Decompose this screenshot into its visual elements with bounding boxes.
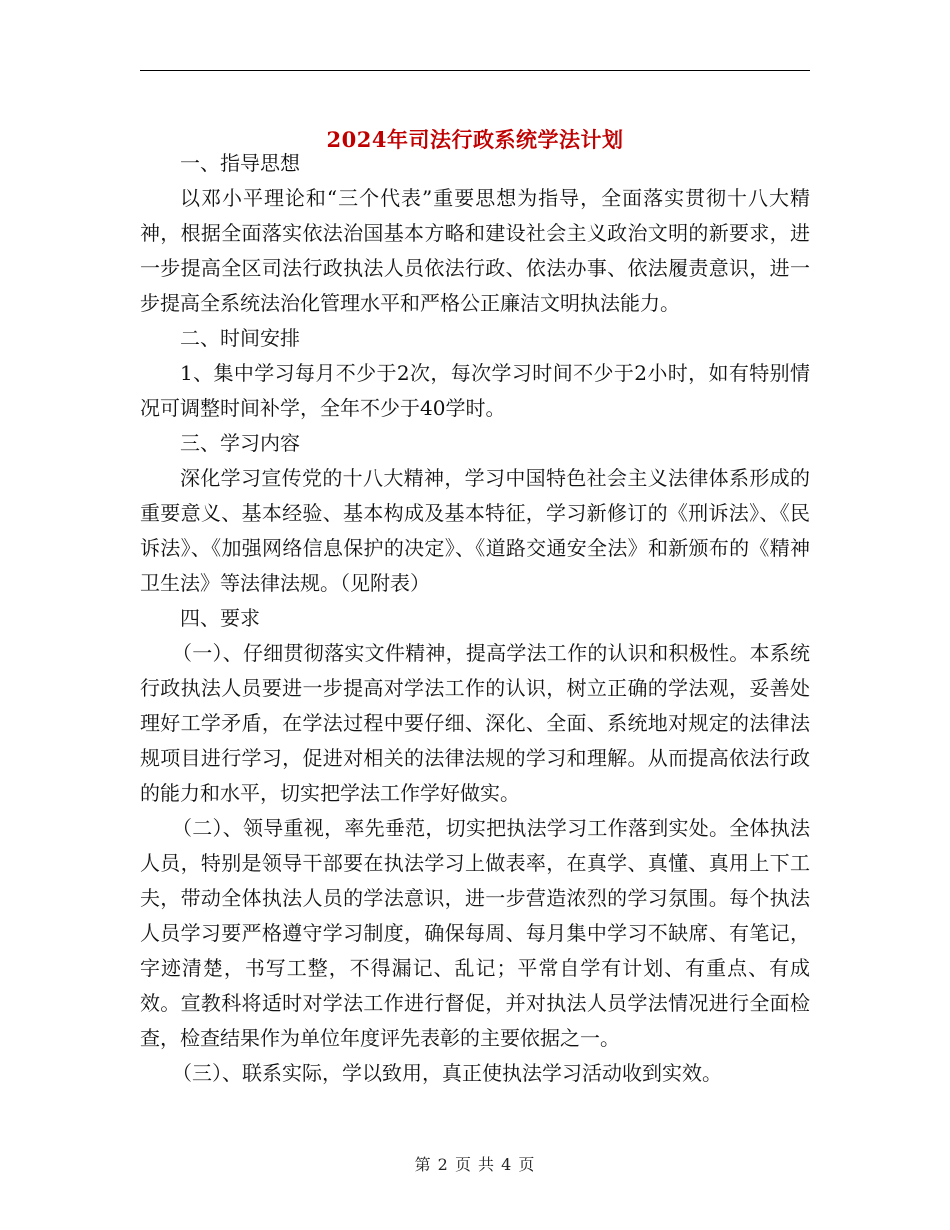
section-heading-study-content: 三、学习内容 — [180, 431, 300, 455]
paragraph-guiding-ideology: 以邓小平理论和“三个代表”重要思想为指导，全面落实贯彻十八大精神，根据全面落实依法治国基本方略和建设社会主义政治文明的新要求，进一步提高全区司法行政执法人员依法行政、依法办事、依法履责意识，进一步提高全系统法治化管理水平和严格公正廉洁文明执法能力。 — [140, 186, 810, 315]
paragraph-schedule: 1、集中学习每月不少于2次，每次学习时间不少于2小时，如有特别情况可调整时间补学，全年不少于40学时。 — [140, 361, 810, 420]
document-title: 2024年司法行政系统学法计划 — [326, 127, 624, 153]
header-rule — [140, 70, 810, 71]
paragraph-requirement-1: （一）、仔细贯彻落实文件精神，提高学法工作的认识和积极性。本系统行政执法人员要进一步提高对学法工作的认识，树立正确的学法观，妥善处理好工学矛盾，在学法过程中要仔细、深化、全面、系统地对规定的法律法规项目进行学习，促进对相关的法律法规的学习和理解。从而提高依法行政的能力和水平，切实把学法工作学好做实。 — [140, 641, 810, 805]
paragraph-study-content: 深化学习宣传党的十八大精神，学习中国特色社会主义法律体系形成的重要意义、基本经验、基本构成及基本特征，学习新修订的《刑诉法》、《民诉法》、《加强网络信息保护的决定》、《道路交通安全法》和新颁布的《精神卫生法》等法律法规。（见附表） — [140, 466, 810, 595]
paragraph-requirement-2: （二）、领导重视，率先垂范，切实把执法学习工作落到实处。全体执法人员，特别是领导干部要在执法学习上做表率，在真学、真懂、真用上下工夫，带动全体执法人员的学法意识，进一步营造浓烈的学习氛围。每个执法人员学习要严格遵守学习制度，确保每周、每月集中学习不缺席、有笔记，字迹清楚，书写工整，不得漏记、乱记；平常自学有计划、有重点、有成效。宣教科将适时对学法工作进行督促，并对执法人员学法情况进行全面检查，检查结果作为单位年度评先表彰的主要依据之一。 — [140, 816, 810, 1050]
paragraph-requirement-3: （三）、联系实际，学以致用，真正使执法学习活动收到实效。 — [172, 1061, 722, 1085]
section-heading-schedule: 二、时间安排 — [180, 326, 300, 350]
section-heading-guiding-ideology: 一、指导思想 — [180, 151, 300, 175]
page-number: 第 2 页 共 4 页 — [414, 1155, 536, 1174]
document-body — [140, 146, 810, 1091]
section-heading-requirements: 四、要求 — [180, 606, 260, 630]
